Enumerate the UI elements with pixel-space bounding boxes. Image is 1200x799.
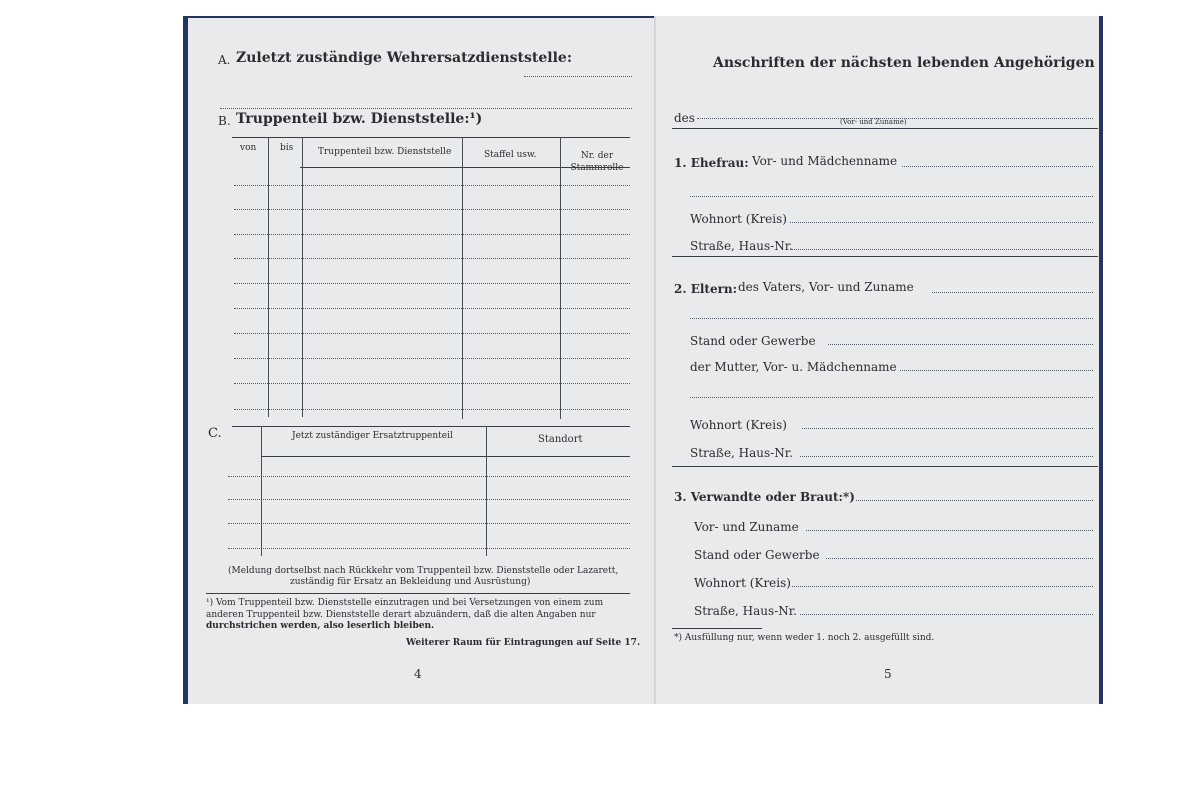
footnote-rule <box>206 593 630 594</box>
table-b-col-divider <box>268 137 269 417</box>
table-b-top-rule <box>232 137 630 138</box>
section-b-title: Truppenteil bzw. Dienststelle:¹) <box>236 111 483 127</box>
table-c-header-standort: Standort <box>538 434 583 445</box>
table-b-row-line[interactable] <box>234 358 630 359</box>
section-a-label: A. <box>218 53 231 67</box>
wife-name-line-2[interactable] <box>690 196 1093 197</box>
section-rule <box>672 128 1098 129</box>
father-stand-line[interactable] <box>828 344 1093 345</box>
table-c-row-line[interactable] <box>228 499 630 500</box>
parents-wohnort-label: Wohnort (Kreis) <box>690 418 787 432</box>
table-b-header-stammrolle: Nr. der Stammrolle <box>570 151 624 173</box>
table-b-col-divider <box>462 137 463 419</box>
table-b-row-line[interactable] <box>234 234 630 235</box>
table-b-col-divider <box>302 137 303 417</box>
table-b-row-line[interactable] <box>234 209 630 210</box>
right-page-heading: Anschriften der nächsten lebenden Angehörigen <box>713 55 1095 71</box>
section-a-entry-line[interactable] <box>524 76 632 77</box>
table-b-row-line[interactable] <box>234 185 630 186</box>
further-space-note: Weiterer Raum für Eintragungen auf Seite 17. <box>406 638 641 648</box>
section-a-entry-line-2[interactable] <box>220 108 632 109</box>
relative-name-label: Vor- und Zuname <box>694 520 799 534</box>
page-number-left: 4 <box>414 667 422 681</box>
relative-wohnort-line[interactable] <box>792 586 1093 587</box>
relative-strasse-line[interactable] <box>800 614 1093 615</box>
table-c-row-line[interactable] <box>228 476 630 477</box>
table-b-header-truppenteil: Truppenteil bzw. Dienststelle <box>318 147 452 157</box>
table-c-header-ersatztruppenteil: Jetzt zuständiger Ersatztruppenteil <box>292 431 453 441</box>
wife-wohnort-line[interactable] <box>790 222 1093 223</box>
father-stand-label: Stand oder Gewerbe <box>690 334 816 348</box>
table-c-row-line[interactable] <box>228 523 630 524</box>
relative-stand-label: Stand oder Gewerbe <box>694 548 820 562</box>
mother-name-line[interactable] <box>900 370 1093 371</box>
table-b-header-staffel: Staffel usw. <box>484 150 537 160</box>
section-c-note: (Meldung dortselbst nach Rückkehr vom Truppenteil bzw. Dienststelle oder Lazarett, <box>228 566 619 576</box>
relative-name-entry-line[interactable] <box>806 530 1093 531</box>
table-c-col-divider <box>261 426 262 556</box>
des-label: des <box>674 111 695 125</box>
section-rule <box>672 256 1098 257</box>
section-2-label: 2. Eltern: <box>674 282 738 296</box>
table-b-header-von: von <box>240 143 257 153</box>
right-footnote: *) Ausfüllung nur, wenn weder 1. noch 2. ausgefüllt sind. <box>674 633 935 643</box>
relative-stand-line[interactable] <box>826 558 1093 559</box>
wife-wohnort-label: Wohnort (Kreis) <box>690 212 787 226</box>
table-b-row-line[interactable] <box>234 283 630 284</box>
father-name-line[interactable] <box>932 292 1093 293</box>
section-2-text: des Vaters, Vor- und Zuname <box>738 280 914 294</box>
page-number-right: 5 <box>884 667 892 681</box>
footnote-text-2: anderen Truppenteil bzw. Dienststelle derart abzuändern, daß die alten Angaben nur <box>206 610 596 620</box>
section-1-text: Vor- und Mädchenname <box>752 154 898 168</box>
wife-strasse-label: Straße, Haus-Nr. <box>690 239 793 253</box>
table-c-top-rule <box>232 426 630 427</box>
section-c-note-2: zuständig für Ersatz an Bekleidung und Ausrüstung) <box>290 577 531 587</box>
name-hint: (Vor- und Zuname) <box>840 118 907 126</box>
table-c-row-line[interactable] <box>228 548 630 549</box>
mother-name-line-2[interactable] <box>690 397 1093 398</box>
section-3-label: 3. Verwandte oder Braut:*) <box>674 490 855 504</box>
section-1-label: 1. Ehefrau: <box>674 156 749 170</box>
table-c-header-rule <box>262 456 630 457</box>
wife-strasse-line[interactable] <box>790 249 1093 250</box>
parents-wohnort-line[interactable] <box>802 428 1093 429</box>
section-a-title: Zuletzt zuständige Wehrersatzdienststelle: <box>236 50 572 66</box>
section-b-label: B. <box>218 114 231 128</box>
table-b-row-line[interactable] <box>234 409 630 410</box>
section-rule <box>672 466 1098 467</box>
relative-strasse-label: Straße, Haus-Nr. <box>694 604 797 618</box>
wife-name-line[interactable] <box>902 166 1093 167</box>
table-b-row-line[interactable] <box>234 258 630 259</box>
relative-wohnort-label: Wohnort (Kreis) <box>694 576 791 590</box>
table-b-col-divider <box>560 137 561 419</box>
footnote-text: ¹) Vom Truppenteil bzw. Dienststelle einzutragen und bei Versetzungen von einem zum <box>206 598 604 608</box>
table-b-row-line[interactable] <box>234 308 630 309</box>
section-c-label: C. <box>208 426 222 441</box>
footnote-text-3: durchstrichen werden, also leserlich bleiben. <box>206 621 435 631</box>
parents-strasse-label: Straße, Haus-Nr. <box>690 446 793 460</box>
table-b-header-bis: bis <box>280 143 294 153</box>
table-b-row-line[interactable] <box>234 383 630 384</box>
father-name-line-2[interactable] <box>690 318 1093 319</box>
table-b-row-line[interactable] <box>234 333 630 334</box>
table-c-col-divider <box>486 426 487 556</box>
mother-name-label: der Mutter, Vor- u. Mädchenname <box>690 360 897 374</box>
parents-strasse-line[interactable] <box>800 456 1093 457</box>
relative-line[interactable] <box>856 500 1093 501</box>
footnote-rule-right <box>672 628 762 629</box>
